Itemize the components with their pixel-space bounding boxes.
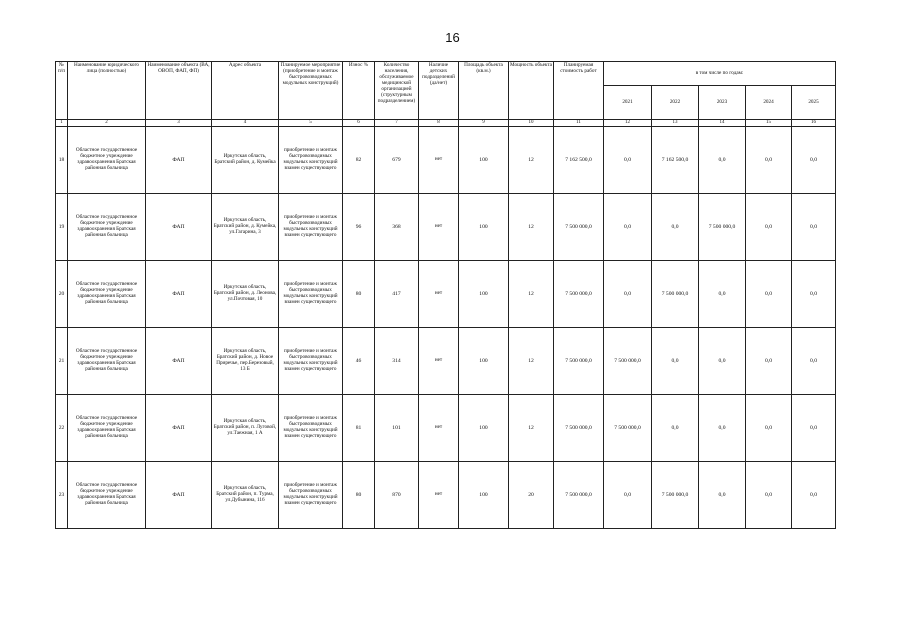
wear-percent: 96 — [343, 194, 375, 261]
object-capacity: 12 — [509, 395, 554, 462]
table-row — [56, 462, 836, 529]
header-cost: Планируемая стоимость работ — [554, 62, 604, 120]
cost-2024: 0,0 — [746, 395, 792, 462]
object-area: 100 — [459, 395, 509, 462]
column-number: 6 — [343, 120, 375, 127]
table-body — [56, 120, 836, 529]
planned-measure: приобретение и монтаж быстровозводимых модульных конструкций взамен существующего — [279, 462, 343, 529]
cost-2024: 0,0 — [746, 127, 792, 194]
header-capacity: Мощность объекта — [509, 62, 554, 120]
column-number: 15 — [746, 120, 792, 127]
object-address: Иркутская область, Братский район, д. Леонова, ул.Почтовая, 10 — [212, 261, 279, 328]
population-count: 314 — [375, 328, 419, 395]
entity-name: Областное государственное бюджетное учреждение здравоохранения Братская районная больница — [68, 127, 146, 194]
column-number: 8 — [419, 120, 459, 127]
planned-measure: приобретение и монтаж быстровозводимых модульных конструкций взамен существующего — [279, 261, 343, 328]
header-num: № п/п — [56, 62, 68, 120]
cost-2022: 7 500 000,0 — [652, 462, 699, 529]
column-number: 14 — [699, 120, 746, 127]
planned-cost: 7 500 000,0 — [554, 194, 604, 261]
object-address: Иркутская область, Братский район, п. Турма, ул.Дубынина, 116 — [212, 462, 279, 529]
cost-2022: 7 162 500,0 — [652, 127, 699, 194]
header-measure: Планируемое мероприятие (приобретение и монтаж быстровозводимых модульных конструкций) — [279, 62, 343, 120]
wear-percent: 80 — [343, 462, 375, 529]
object-address: Иркутская область, Братский район, д. Кумейка — [212, 127, 279, 194]
cost-2023: 7 500 000,0 — [699, 194, 746, 261]
object-area: 100 — [459, 261, 509, 328]
header-year-2023: 2023 — [699, 86, 746, 120]
header-year-2025: 2025 — [792, 86, 836, 120]
header-year-2022: 2022 — [652, 86, 699, 120]
population-count: 417 — [375, 261, 419, 328]
header-year-2021: 2021 — [604, 86, 652, 120]
header-wear: Износ % — [343, 62, 375, 120]
header-object-type: Наименование объекта (ВА, ОВОП, ФАП, ФП) — [146, 62, 212, 120]
cost-2022: 7 500 000,0 — [652, 261, 699, 328]
page-number: 16 — [445, 30, 460, 45]
cost-2022: 0,0 — [652, 328, 699, 395]
object-area: 100 — [459, 194, 509, 261]
column-number: 10 — [509, 120, 554, 127]
row-number: 21 — [56, 328, 68, 395]
object-address: Иркутская область, Братский район, д. Новое Приречье, пер.Березовый, 13 Б — [212, 328, 279, 395]
object-area: 100 — [459, 328, 509, 395]
entity-name: Областное государственное бюджетное учреждение здравоохранения Братская районная больница — [68, 462, 146, 529]
column-number: 7 — [375, 120, 419, 127]
object-area: 100 — [459, 127, 509, 194]
wear-percent: 81 — [343, 395, 375, 462]
column-number: 16 — [792, 120, 836, 127]
object-type: ФАП — [146, 127, 212, 194]
cost-2023: 0,0 — [699, 395, 746, 462]
header-year-2024: 2024 — [746, 86, 792, 120]
object-address: Иркутская область, Братский район, п. Луговой, ул.Таежная, 1 А — [212, 395, 279, 462]
cost-2024: 0,0 — [746, 328, 792, 395]
header-facility: Наличие детских подразделений (да/нет) — [419, 62, 459, 120]
header-entity: Наименование юридического лица (полностью) — [68, 62, 146, 120]
entity-name: Областное государственное бюджетное учреждение здравоохранения Братская районная больница — [68, 328, 146, 395]
children-units: нет — [419, 462, 459, 529]
cost-2024: 0,0 — [746, 261, 792, 328]
column-number: 5 — [279, 120, 343, 127]
cost-2025: 0,0 — [792, 328, 836, 395]
children-units: нет — [419, 194, 459, 261]
cost-2025: 0,0 — [792, 127, 836, 194]
children-units: нет — [419, 328, 459, 395]
column-number: 13 — [652, 120, 699, 127]
column-number: 2 — [68, 120, 146, 127]
column-number: 4 — [212, 120, 279, 127]
table-row — [56, 127, 836, 194]
children-units: нет — [419, 127, 459, 194]
object-type: ФАП — [146, 395, 212, 462]
cost-2023: 0,0 — [699, 127, 746, 194]
planned-cost: 7 500 000,0 — [554, 328, 604, 395]
cost-2022: 0,0 — [652, 395, 699, 462]
object-type: ФАП — [146, 462, 212, 529]
planned-measure: приобретение и монтаж быстровозводимых модульных конструкций взамен существующего — [279, 395, 343, 462]
object-area: 100 — [459, 462, 509, 529]
header-population: Количество населения, обслуживаемое медицинской организацией (структурным подразделением) — [375, 62, 419, 120]
wear-percent: 82 — [343, 127, 375, 194]
column-number: 9 — [459, 120, 509, 127]
planned-cost: 7 500 000,0 — [554, 462, 604, 529]
cost-2022: 0,0 — [652, 194, 699, 261]
population-count: 870 — [375, 462, 419, 529]
cost-2025: 0,0 — [792, 462, 836, 529]
table-header — [56, 62, 836, 120]
population-count: 101 — [375, 395, 419, 462]
children-units: нет — [419, 261, 459, 328]
object-type: ФАП — [146, 261, 212, 328]
children-units: нет — [419, 395, 459, 462]
cost-2021: 0,0 — [604, 261, 652, 328]
entity-name: Областное государственное бюджетное учреждение здравоохранения Братская районная больница — [68, 261, 146, 328]
cost-2021: 0,0 — [604, 194, 652, 261]
row-number: 18 — [56, 127, 68, 194]
column-number-row — [56, 120, 836, 127]
cost-2025: 0,0 — [792, 261, 836, 328]
planned-cost: 7 500 000,0 — [554, 395, 604, 462]
planned-cost: 7 162 500,0 — [554, 127, 604, 194]
cost-2021: 7 500 000,0 — [604, 328, 652, 395]
table-row — [56, 194, 836, 261]
cost-2025: 0,0 — [792, 194, 836, 261]
entity-name: Областное государственное бюджетное учреждение здравоохранения Братская районная больница — [68, 395, 146, 462]
object-address: Иркутская область, Братский район, д. Кумейка, ул.Гагарина, 3 — [212, 194, 279, 261]
cost-2021: 0,0 — [604, 462, 652, 529]
object-capacity: 12 — [509, 261, 554, 328]
cost-2021: 0,0 — [604, 127, 652, 194]
object-type: ФАП — [146, 194, 212, 261]
column-number: 1 — [56, 120, 68, 127]
column-number: 11 — [554, 120, 604, 127]
object-capacity: 12 — [509, 328, 554, 395]
column-number: 3 — [146, 120, 212, 127]
header-area: Площадь объекта (кв.м.) — [459, 62, 509, 120]
planned-measure: приобретение и монтаж быстровозводимых модульных конструкций взамен существующего — [279, 328, 343, 395]
planned-cost: 7 500 000,0 — [554, 261, 604, 328]
row-number: 22 — [56, 395, 68, 462]
facilities-table — [55, 61, 836, 529]
table-row — [56, 395, 836, 462]
object-capacity: 12 — [509, 194, 554, 261]
cost-2023: 0,0 — [699, 462, 746, 529]
planned-measure: приобретение и монтаж быстровозводимых модульных конструкций взамен существующего — [279, 127, 343, 194]
row-number: 23 — [56, 462, 68, 529]
entity-name: Областное государственное бюджетное учреждение здравоохранения Братская районная больница — [68, 194, 146, 261]
header-address: Адрес объекта — [212, 62, 279, 120]
table-row — [56, 328, 836, 395]
cost-2025: 0,0 — [792, 395, 836, 462]
table-row — [56, 261, 836, 328]
object-capacity: 20 — [509, 462, 554, 529]
object-type: ФАП — [146, 328, 212, 395]
cost-2023: 0,0 — [699, 261, 746, 328]
row-number: 19 — [56, 194, 68, 261]
cost-2023: 0,0 — [699, 328, 746, 395]
cost-2024: 0,0 — [746, 462, 792, 529]
wear-percent: 80 — [343, 261, 375, 328]
cost-2021: 7 500 000,0 — [604, 395, 652, 462]
population-count: 679 — [375, 127, 419, 194]
wear-percent: 46 — [343, 328, 375, 395]
column-number: 12 — [604, 120, 652, 127]
header-years-group: в том числе по годам: — [604, 62, 836, 86]
object-capacity: 12 — [509, 127, 554, 194]
population-count: 368 — [375, 194, 419, 261]
cost-2024: 0,0 — [746, 194, 792, 261]
planned-measure: приобретение и монтаж быстровозводимых модульных конструкций взамен существующего — [279, 194, 343, 261]
row-number: 20 — [56, 261, 68, 328]
